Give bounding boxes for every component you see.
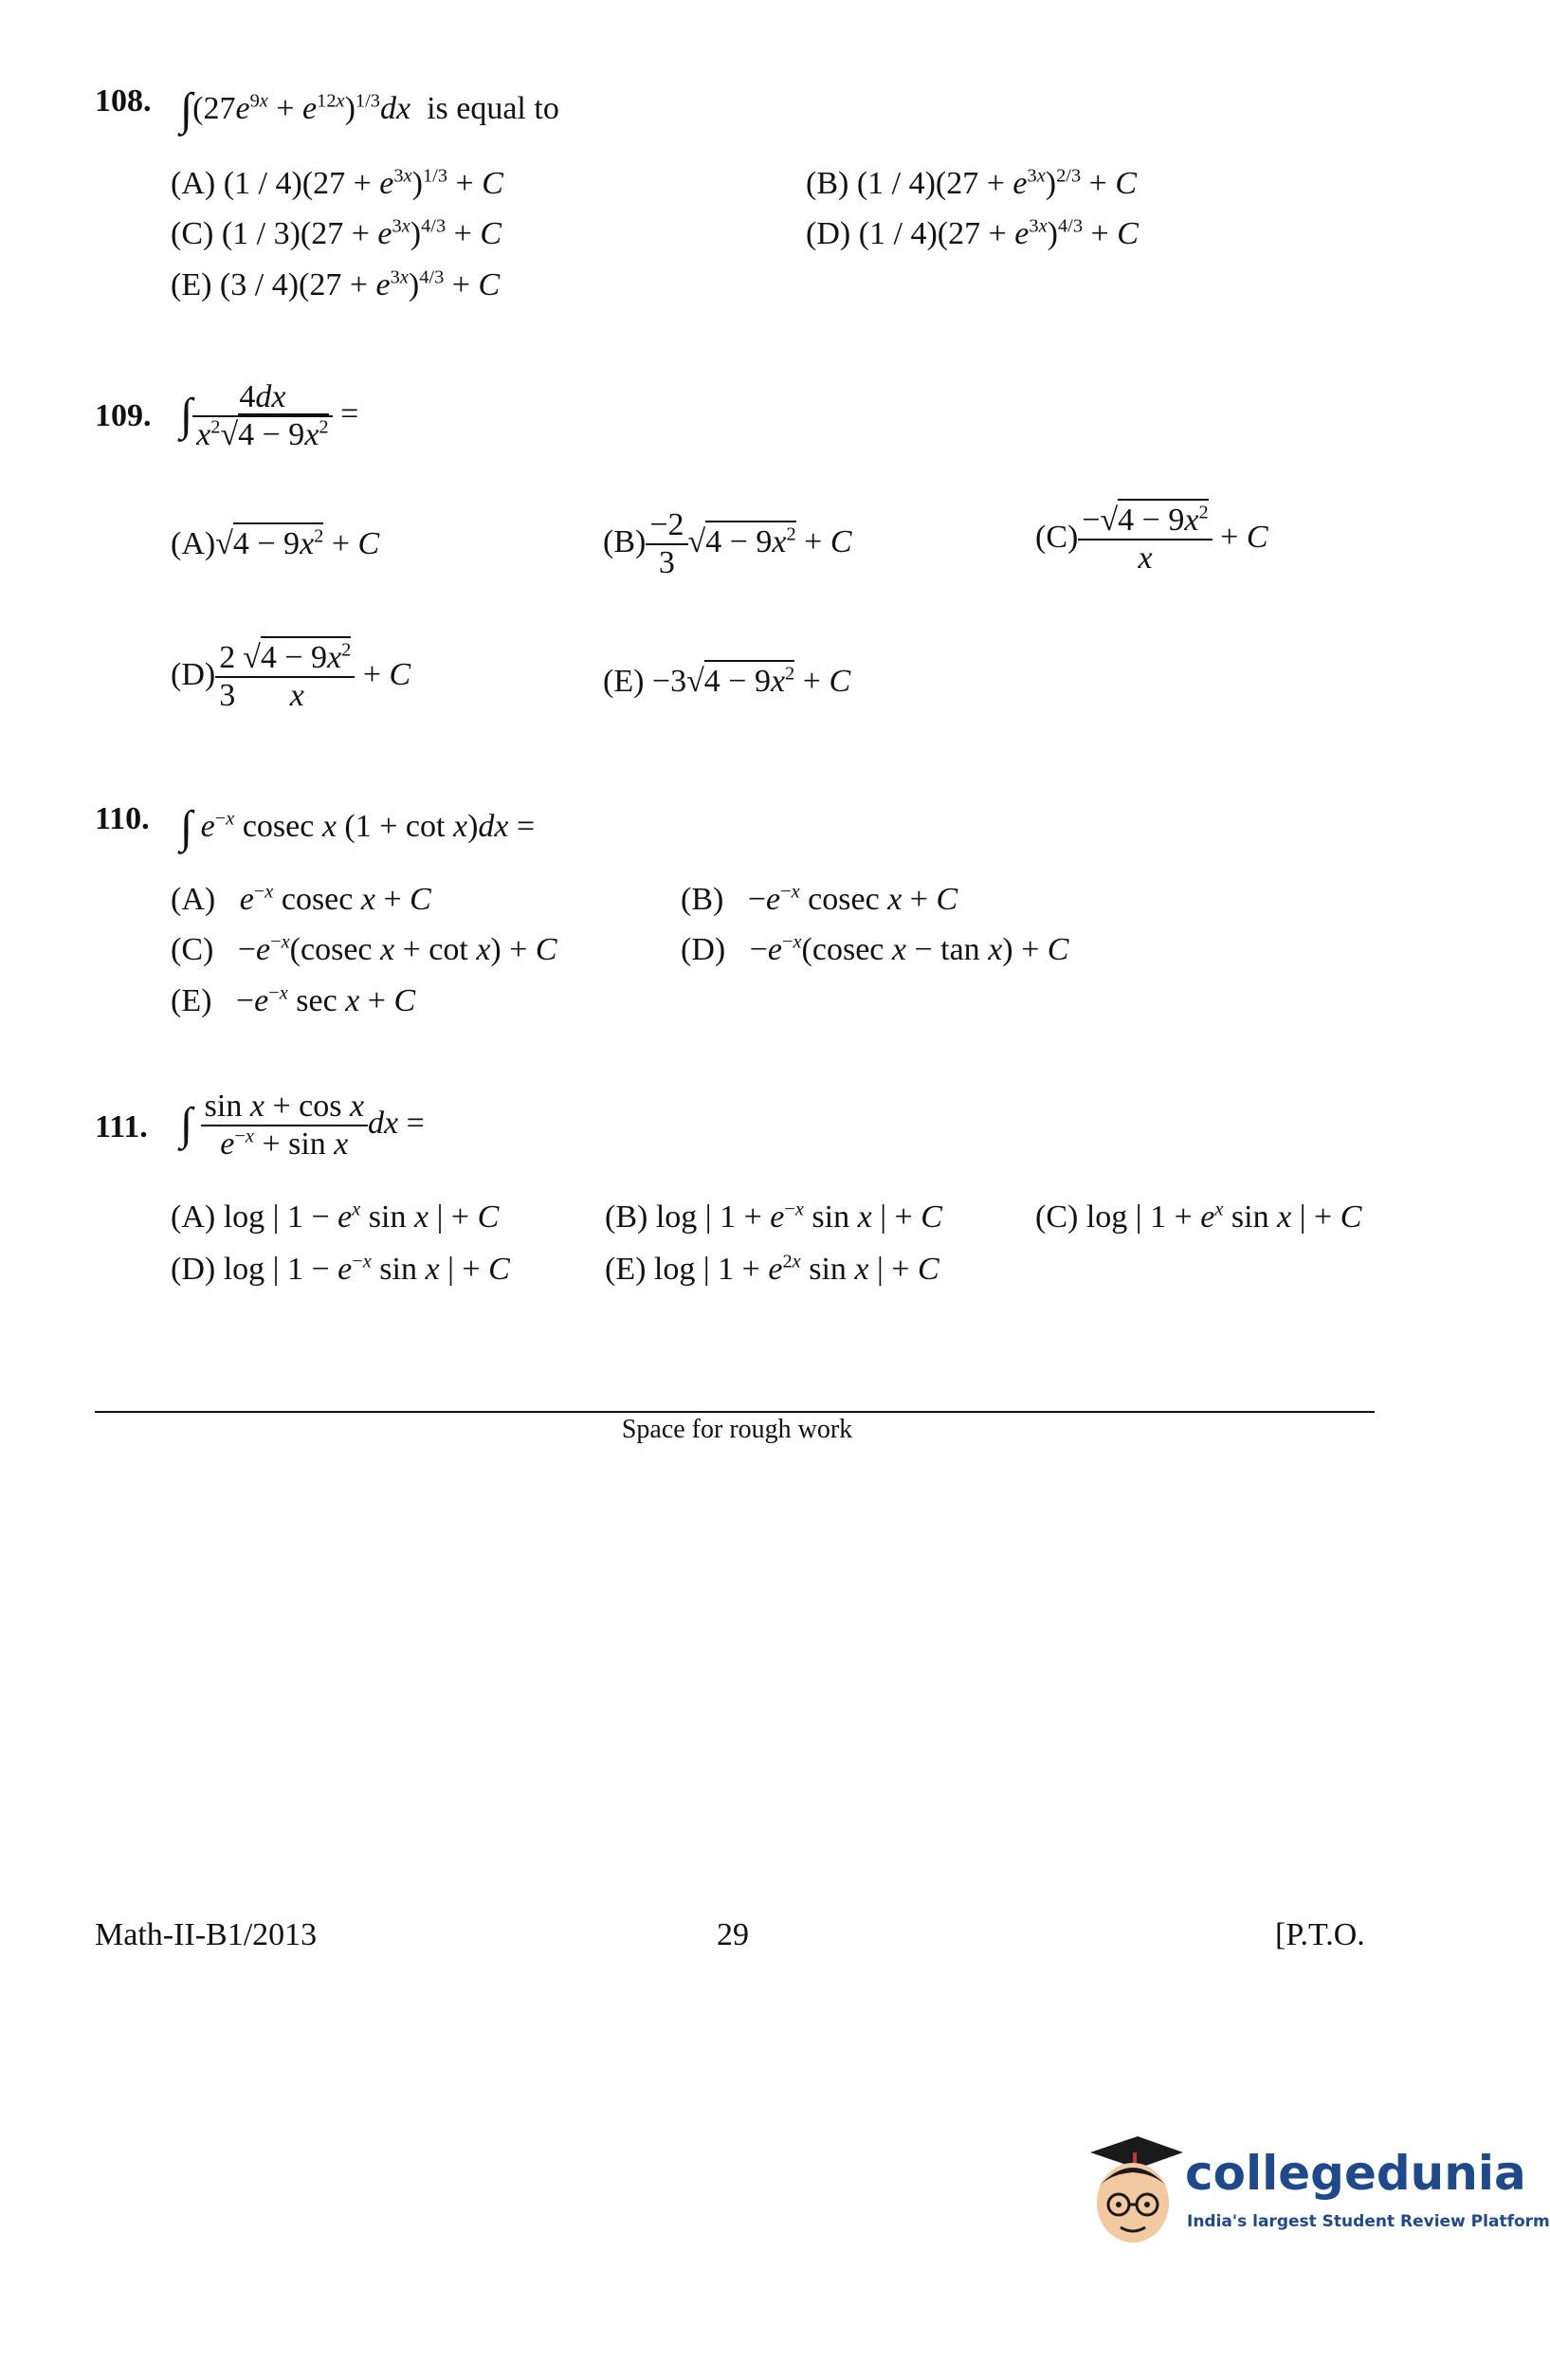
option-108-a[interactable]: (A) $(1 / 4)(27 + e^{3x})^{1/3} + C$ bbox=[171, 165, 503, 201]
question-number: 108. bbox=[95, 83, 152, 119]
option-108-e[interactable]: (E) $(3 / 4)(27 + e^{3x})^{4/3} + C$ bbox=[171, 266, 501, 302]
question-stem: ∫ $\frac{\text{sin x + cos x}}{e^{-x} + \sin x}$ dx = bbox=[180, 1089, 425, 1162]
question-number: 110. bbox=[95, 801, 150, 836]
rough-work-label: Space for rough work bbox=[621, 1415, 853, 1444]
question-stem: ∫ $e^{-x}$ cosec x (1 + cot x)dx = bbox=[180, 802, 536, 852]
option-111-a[interactable]: (A) log | $1 - e^x$ sin x | + C bbox=[171, 1199, 500, 1235]
option-109-d[interactable]: (D) $\frac{2}{3}$ $\frac{√4 - 9x^2}{x}$ + C bbox=[171, 640, 410, 714]
option-110-c[interactable]: $(C) -e^{-x}(cosec$ x + cot x) + C bbox=[171, 931, 557, 967]
pto-label: [P.T.O. bbox=[1275, 1917, 1365, 1952]
question-number: 111. bbox=[95, 1109, 148, 1144]
option-111-e[interactable]: (E) log | $1 + e^{2x}$ sin x | + C bbox=[605, 1251, 939, 1287]
page-number: 29 bbox=[717, 1917, 749, 1952]
option-109-e[interactable]: $(E) -3√4 - 9x^2 + C$ bbox=[603, 664, 850, 700]
option-110-d[interactable]: $(D) -e^{-x}(cosec$ x − tan x) + C bbox=[681, 931, 1069, 967]
option-108-b[interactable]: (B) $(1 / 4)(27 + e^{3x})^{2/3} + C$ bbox=[806, 165, 1138, 201]
mascot-icon bbox=[1081, 2129, 1185, 2261]
option-111-b[interactable]: (B) log | $1 + e^{-x}$ sin x | + C bbox=[605, 1199, 942, 1235]
option-108-c[interactable]: (C) $(1 / 3)(27 + e^{3x})^{4/3} + C$ bbox=[171, 215, 502, 251]
question-number: 109. bbox=[95, 398, 152, 433]
footer-code: Math-II-B1/2013 bbox=[95, 1917, 318, 1952]
option-111-c[interactable]: (C) log | $1 + e^x$ sin x | + C bbox=[1035, 1199, 1362, 1235]
question-stem: $\int(27e^{9x} + e^{12x})^{1/3}dx$ is equal to bbox=[180, 84, 559, 135]
option-110-b[interactable]: $(B) -e^{-x}$ cosec x + C bbox=[681, 881, 958, 917]
rough-work-divider bbox=[95, 1411, 1375, 1413]
option-108-d[interactable]: (D) $(1 / 4)(27 + e^{3x})^{4/3} + C$ bbox=[806, 215, 1139, 251]
collegedunia-logo bbox=[1081, 2129, 1550, 2261]
option-109-c[interactable]: (C) $\frac{-√4 - 9x^2}{x}$ + C bbox=[1035, 503, 1268, 577]
option-109-b[interactable]: (B) $\frac{-2}{3}$ $√4 - 9x^2 + C$ bbox=[603, 507, 852, 580]
logo-tagline: India's largest Student Review Platform bbox=[1187, 2212, 1550, 2231]
option-110-a[interactable]: (A) $e^{-x}$ cosec x + C bbox=[171, 881, 431, 917]
option-110-e[interactable]: $(E) -e^{-x}$ sec x + C bbox=[171, 982, 416, 1018]
question-stem: ∫ $\frac{4dx}{x^2√4 - 9x^2}$ = bbox=[180, 379, 359, 452]
option-111-d[interactable]: (D) log | $1 - e^{-x}$ sin x | + C bbox=[171, 1251, 510, 1287]
stem-suffix: is equal to bbox=[427, 91, 559, 126]
option-109-a[interactable]: $(A)√4 - 9x^2 + C$ bbox=[171, 526, 379, 562]
logo-name: collegedunia bbox=[1185, 2146, 1526, 2201]
